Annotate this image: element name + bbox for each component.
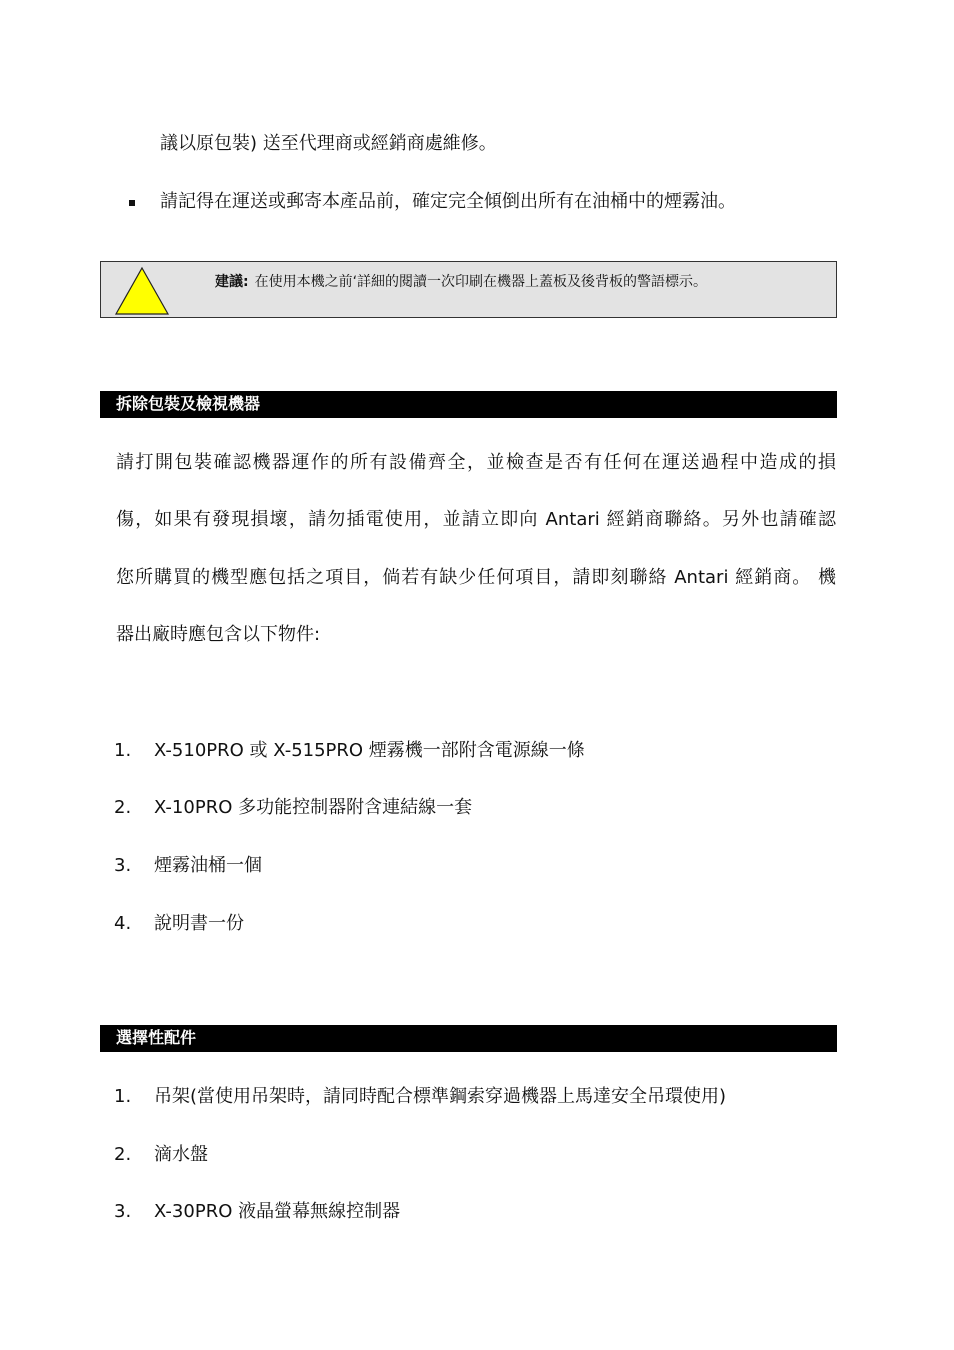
optional-item-text: 吊架(當使用吊架時，請同時配合標準鋼索穿過機器上馬達安全吊環使用): [154, 1086, 727, 1107]
section-header-unpack: [100, 391, 837, 418]
unpack-item-text: 說明書一份: [154, 913, 244, 934]
warning-text: [215, 272, 707, 292]
unpack-item-number: 3.: [114, 855, 132, 876]
warning-message: 在使用本機之前‘詳細的閱讀一次印刷在機器上蓋板及後背板的警語標示。: [254, 274, 708, 290]
optional-item-text: 滴水盤: [154, 1144, 208, 1165]
unpack-item-number: 2.: [114, 797, 132, 818]
optional-item-number: 2.: [114, 1144, 132, 1165]
optional-item-number: 1.: [114, 1086, 132, 1107]
unpack-item-text: X-10PRO 多功能控制器附含連結線一套: [154, 797, 473, 818]
unpack-paragraph-line-2: 傷，如果有發現損壞，請勿插電使用，並請立即向 Antari 經銷商聯絡。另外也請確認: [116, 509, 836, 530]
optional-item-text: X-30PRO 液晶螢幕無線控制器: [154, 1201, 401, 1222]
unpack-paragraph-line-4: 器出廠時應包含以下物件:: [116, 624, 321, 645]
warning-triangle-icon: [114, 266, 170, 316]
bullet-square-icon: [129, 200, 135, 206]
unpack-item-text: X-510PRO 或 X-515PRO 煙霧機一部附含電源線一條: [154, 740, 585, 761]
unpack-item-number: 4.: [114, 913, 132, 934]
unpack-item-text: 煙霧油桶一個: [154, 855, 262, 876]
warning-label: 建議:: [215, 274, 249, 290]
unpack-item-number: 1.: [114, 740, 132, 761]
intro-bullet-line: 請記得在運送或郵寄本產品前，確定完全傾倒出所有在油桶中的煙霧油。: [160, 191, 736, 212]
optional-item-number: 3.: [114, 1201, 132, 1222]
warning-box: [100, 261, 837, 318]
section-header-optional: [100, 1025, 837, 1052]
unpack-paragraph-line-3: 您所購買的機型應包括之項目，倘若有缺少任何項目，請即刻聯絡 Antari 經銷商。 機: [116, 567, 836, 588]
section-title-unpack: 拆除包裝及檢視機器: [116, 394, 261, 413]
intro-continued-line: 議以原包裝) 送至代理商或經銷商處維修。: [160, 133, 497, 154]
section-title-optional: 選擇性配件: [116, 1028, 197, 1047]
unpack-paragraph-line-1: 請打開包裝確認機器運作的所有設備齊全，並檢查是否有任何在運送過程中造成的損: [116, 452, 836, 473]
